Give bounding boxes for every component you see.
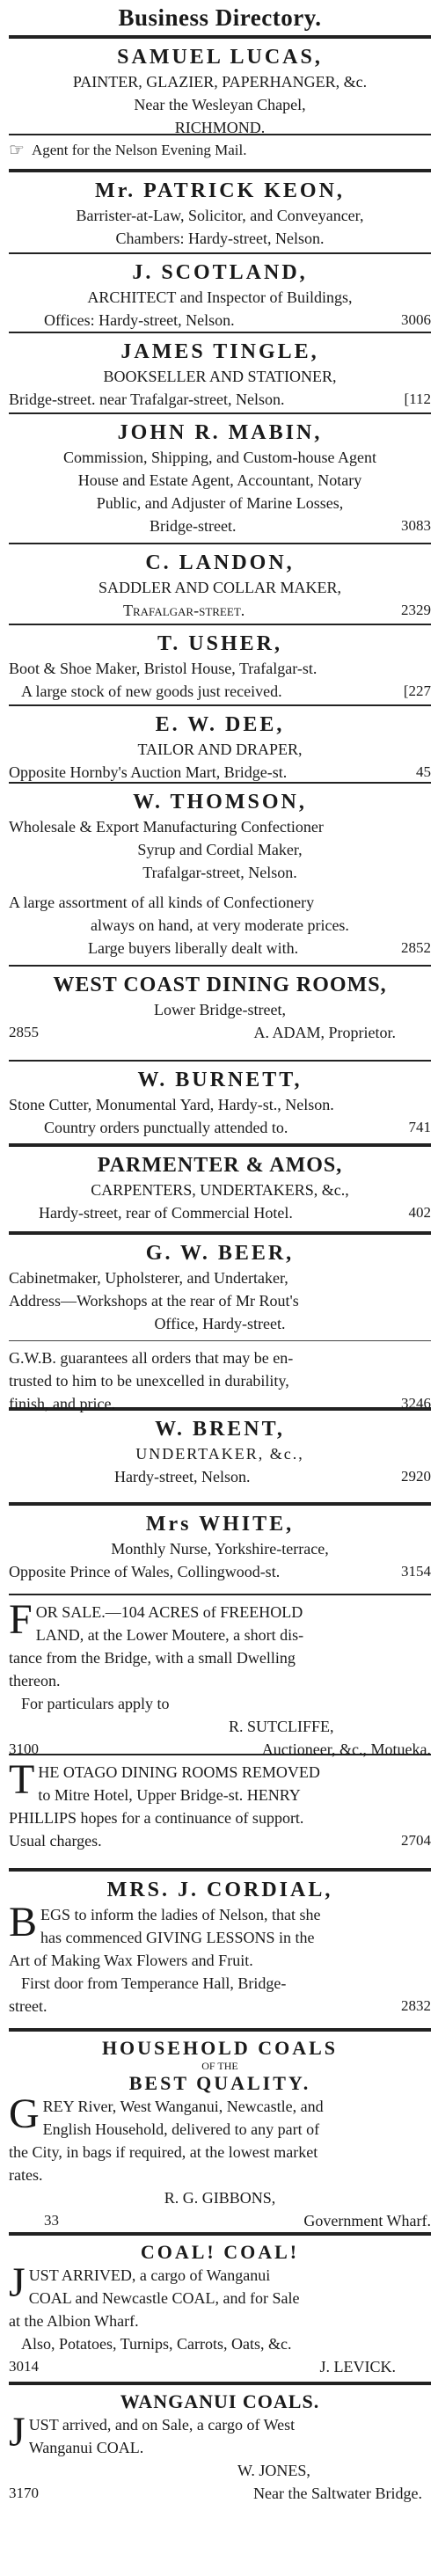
ad-j-scotland [9,252,431,332]
ad-title: JAMES TINGLE, [120,340,319,363]
ad-w-burnett [9,1060,431,1143]
dropcap: G [9,2091,40,2137]
ad-ref: [227 [403,682,431,699]
ad-ref: 2832 [401,1997,431,2014]
ad-title: Mr. PATRICK KEON, [95,179,345,202]
ad-line: Office, Hardy-street. [154,1315,286,1332]
ad-parmenter-amos [9,1143,431,1231]
ad-line: always on hand, at very moderate prices. [91,916,349,934]
ad-line: ARCHITECT and Inspector of Buildings, [87,288,353,306]
agent-text: Agent for the Nelson Evening Mail. [31,142,247,158]
ad-t-usher [9,624,431,704]
ad-line: Usual charges. [9,1832,102,1850]
ad-ref: 33 [44,2212,59,2229]
ad-title: SAMUEL LUCAS, [117,46,323,69]
ad-line: Wanganui COAL. [28,2439,144,2456]
ad-name: R. G. GIBBONS, [164,2189,276,2207]
ad-title: HOUSEHOLD COALS [101,2037,339,2059]
ad-ref: 2920 [401,1468,431,1485]
ad-title: E. W. DEE, [155,713,285,736]
ad-line: Monthly Nurse, Yorkshire-terrace, [111,1540,329,1558]
ad-of-the: OF THE [201,2060,238,2072]
ad-proprietor: A. ADAM, Proprietor. [253,1024,396,1041]
ad-line: HE OTAGO DINING ROOMS REMOVED [38,1763,320,1781]
ad-line: Trafalgar-street, Nelson. [142,864,297,881]
ad-address: Large buyers liberally dealt with. [88,939,299,957]
ad-line: tance from the Bridge, with a small Dwelling [9,1649,296,1667]
ad-line: Cabinetmaker, Upholsterer, and Undertaker, [9,1269,288,1287]
ad-title: WEST COAST DINING ROOMS, [53,974,387,996]
ad-ref: 3014 [9,2358,39,2375]
ad-mrs-cordial [9,1868,431,2028]
ad-title: W. BURNETT, [137,1069,303,1091]
ad-g-w-beer [9,1231,431,1412]
ad-title-2: BEST QUALITY. [128,2072,311,2094]
ad-west-coast-dining [9,965,431,1060]
ad-w-thomson [9,782,431,965]
ad-ref: 2855 [9,1024,39,1040]
pointing-hand-icon: ☞ [9,141,25,160]
ad-line: Art of Making Wax Flowers and Fruit. [9,1952,253,1969]
ad-line: LAND, at the Lower Moutere, a short dis- [35,1626,304,1644]
ad-line: the City, in bags if required, at the lowest market [9,2143,318,2161]
ad-ref: 3083 [401,517,431,534]
ad-line: street. [9,1997,47,2015]
ad-address: Hardy-street, Nelson. [114,1468,251,1485]
ad-address: Country orders punctually attended to. [44,1119,288,1136]
ad-title: C. LANDON, [145,551,295,574]
ad-line: BOOKSELLER AND STATIONER, [103,368,337,385]
ad-address: Near the Saltwater Bridge. [253,2485,422,2502]
ad-title: MRS. J. CORDIAL, [106,1879,333,1901]
dropcap: T [9,1756,35,1803]
ad-address: Opposite Prince of Wales, Collingwood-st. [9,1563,281,1580]
ad-line: CARPENTERS, UNDERTAKERS, &c., [91,1181,349,1199]
ad-line: A large assortment of all kinds of Confectionery [9,894,315,911]
ad-address: Government Wharf. [303,2212,431,2229]
ad-ref: 3154 [401,1563,431,1580]
ad-line: For particulars apply to [21,1695,170,1712]
ad-agent-notice [9,134,431,169]
ad-title: G. W. BEER, [145,1242,295,1265]
ad-line: Near the Wesleyan Chapel, [134,96,306,113]
ad-address: Trafalgar-street. [123,602,245,619]
ad-line: has commenced GIVING LESSONS in the [40,1929,315,1946]
ad-line: UNDERTAKER, &c., [135,1445,304,1463]
ad-line: PAINTER, GLAZIER, PAPERHANGER, &c. [72,73,368,91]
ad-line: UST arrived, and on Sale, a cargo of West [28,2416,296,2434]
ad-address: A large stock of new goods just received. [21,682,282,700]
ad-e-w-dee [9,704,431,782]
ad-line: thereon. [9,1672,61,1689]
ad-title: T. USHER, [157,632,282,655]
ad-line: Commission, Shipping, and Custom-house Agent [62,449,377,466]
ad-line: Public, and Adjuster of Marine Losses, [96,494,344,512]
ad-line: UST ARRIVED, a cargo of Wanganui [28,2266,271,2284]
ad-ref: 3246 [401,1395,431,1412]
ad-line: to Mitre Hotel, Upper Bridge-st. HENRY [38,1786,301,1804]
ad-title: W. BRENT, [155,1418,285,1441]
dropcap: J [9,2409,26,2456]
ad-title: Mrs WHITE, [145,1513,295,1536]
ad-ref: 3006 [401,311,431,328]
ad-line: Boot & Shoe Maker, Bristol House, Trafalgar-st. [9,660,318,677]
ad-address: Bridge-street. [150,517,237,535]
ad-line: First door from Temperance Hall, Bridge- [21,1974,287,1992]
divider [9,1340,431,1341]
ad-wanganui-coals [9,2382,431,2514]
ad-name: R. SUTCLIFFE, [229,1718,334,1735]
ad-line: EGS to inform the ladies of Nelson, that she [40,1906,321,1923]
ad-ref: 402 [408,1204,431,1221]
ad-line: House and Estate Agent, Accountant, Notary [77,471,362,489]
ad-ref: 2704 [401,1832,431,1849]
ad-title: COAL! COAL! [140,2241,300,2263]
ad-name: J. LEVICK. [319,2358,396,2375]
ad-line: TAILOR AND DRAPER, [137,741,303,758]
ad-title: WANGANUI COALS. [120,2390,320,2412]
ad-line: at the Albion Wharf. [9,2312,139,2330]
ad-line: G.W.B. guarantees all orders that may be en- [9,1349,294,1367]
ad-patrick-keon [9,169,431,252]
ad-line: RICHMOND. [174,119,266,136]
ad-ref: 2852 [401,939,431,956]
ad-line: Barrister-at-Law, Solicitor, and Conveyancer, [76,207,364,224]
ad-line: trusted to him to be unexcelled in durability, [9,1372,289,1390]
ad-line: English Household, delivered to any part of [42,2120,320,2138]
ad-address: Offices: Hardy-street, Nelson. [44,311,235,329]
ad-ref: 2329 [401,602,431,618]
page-title: Business Directory. [118,4,322,31]
ad-w-brent [9,1407,431,1502]
ad-for-sale-land [9,1594,431,1758]
ad-otago-dining [9,1754,431,1868]
ad-coal-coal [9,2232,431,2382]
ad-address: finish, and price. [9,1395,115,1412]
ad-james-tingle [9,332,431,412]
ad-line: Syrup and Cordial Maker, [137,841,303,858]
ad-line: Lower Bridge-street, [154,1001,286,1018]
ad-title: PARMENTER & AMOS, [97,1154,343,1177]
ad-line: REY River, West Wanganui, Newcastle, and [42,2098,324,2115]
ad-ref: 741 [408,1119,431,1135]
ad-address: Auctioneer, &c., Motueka. [261,1740,431,1758]
ad-line: rates. [9,2166,43,2184]
ad-line: COAL and Newcastle COAL, and for Sale [28,2289,300,2307]
ad-ref: 45 [416,763,431,780]
ad-ref: [112 [404,390,431,407]
ad-line: SADDLER AND COLLAR MAKER, [98,579,341,596]
ad-ref: 3100 [9,1740,39,1757]
ad-line: Also, Potatoes, Turnips, Carrots, Oats, &c. [21,2335,292,2353]
ad-mrs-white [9,1502,431,1594]
ad-title: JOHN R. MABIN, [117,421,323,444]
ad-household-coals [9,2028,431,2232]
ad-c-landon [9,543,431,624]
dropcap: F [9,1596,33,1643]
dropcap: B [9,1899,38,1945]
ad-name: W. JONES, [237,2462,310,2479]
ad-line: Stone Cutter, Monumental Yard, Hardy-st., Nelson. [9,1096,334,1113]
ad-john-mabin [9,412,431,543]
ad-title: J. SCOTLAND, [132,261,308,284]
ad-address: Hardy-street, rear of Commercial Hotel. [39,1204,293,1222]
ad-line: OR SALE.—104 ACRES of FREEHOLD [35,1603,303,1621]
ad-address: Bridge-street. near Trafalgar-street, Nelson. [9,390,285,408]
ad-title: W. THOMSON, [133,791,307,814]
ad-ref: 3170 [9,2485,39,2501]
ad-line: PHILLIPS hopes for a continuance of support. [9,1809,304,1827]
ad-samuel-lucas [9,35,431,134]
ad-address: Opposite Hornby's Auction Mart, Bridge-st. [9,763,288,781]
ad-line: Wholesale & Export Manufacturing Confectioner [9,818,324,836]
dropcap: J [9,2259,26,2306]
ad-line: Chambers: Hardy-street, Nelson. [115,230,325,247]
ad-line: Address—Workshops at the rear of Mr Rout's [9,1292,299,1310]
